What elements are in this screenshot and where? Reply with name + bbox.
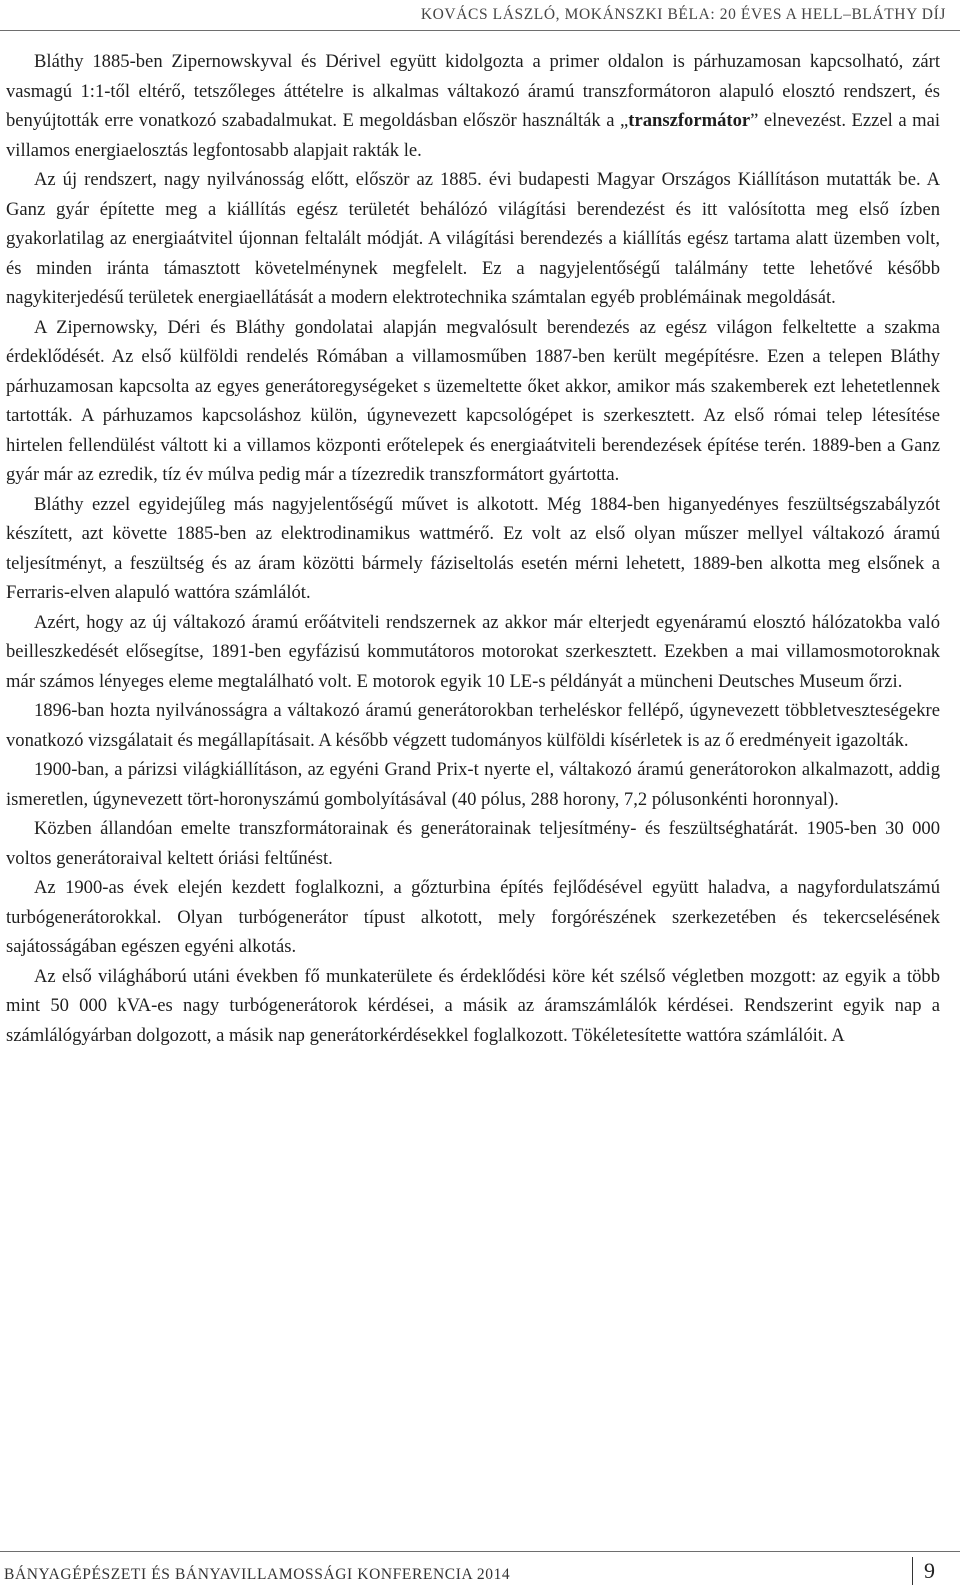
paragraph: Azért, hogy az új váltakozó áramú erőátviteli rendszernek az akkor már elterjedt egyenáramú elosztó hálózatokba való beilleszkedését elősegítse, 1891-ben egyfázisú kommutátoros motorokat szerkesztett. Ezekben a mai villamosmotoroknak már számos lényeges eleme megtalálható volt. E motorok egyik 10 LE-s példányát a müncheni Deutsches Museum őrzi. [6, 611, 940, 692]
footer-conference-title: BÁNYAGÉPÉSZETI ÉS BÁNYAVILLAMOSSÁGI KONFERENCIA 2014 [4, 1566, 511, 1583]
page-number-separator [912, 1557, 913, 1585]
paragraph: Az új rendszert, nagy nyilvánosság előtt, először az 1885. évi budapesti Magyar Országos Kiállításon mutatták be. A Ganz gyár építette meg a kiállítás egész területét behálózó világítási berendezést és itt valósította meg első ízben gyakorlatilag az energiaátvitel újonnan feltalált módját. A világítási berendezés a kiállítás egész tartama alatt üzemben volt, és minden iránta támasztott követelménynek megfelelt. Ez a nagyjelentőségű találmány tette lehetővé később nagykiterjedésű területek energiaellátását a modern elektrotechnika számtalan egyéb problémáinak megoldását. [6, 169, 940, 308]
header-divider [0, 30, 960, 31]
emphasized-term: transzformátor [628, 110, 751, 131]
paragraph: Közben állandóan emelte transzformátorainak és generátorainak teljesítmény- és feszültséghatárát. 1905-ben 30 000 voltos generátoraival keltett óriási feltűnést. [6, 818, 940, 869]
footer-divider [0, 1551, 960, 1552]
paragraph-text: ” elnevezést. Ezzel a mai villamos energiaelosztás legfontosabb alapjait rakták le. [6, 110, 940, 161]
article-body [6, 47, 940, 1050]
paragraph [6, 47, 940, 165]
running-header: KOVÁCS LÁSZLÓ, MOKÁNSZKI BÉLA: 20 ÉVES A HELL–BLÁTHY DÍJ [420, 6, 946, 23]
paragraph: 1896-ban hozta nyilvánosságra a váltakozó áramú generátorokban terheléskor fellépő, úgynevezett többletveszteségekre vonatkozó vizsgálatait és megállapításait. A később végzett tudományos külföldi kísérletek is az ő eredményeit igazolták. [6, 700, 940, 751]
paragraph-text: Bláthy 1885-ben Zipernowskyval és Dérivel együtt kidolgozta a primer oldalon is párhuzamosan kapcsolható, zárt vasmagú 1:1-től eltérő, tetszőleges áttételre is alkalmas váltakozó áramú transzformátoron alapuló elosztó rendszert, és benyújtották erre vonatkozó szabadalmukat. E megoldásban először használták a „ [6, 51, 940, 131]
paragraph: A Zipernowsky, Déri és Bláthy gondolatai alapján megvalósult berendezés az egész világon felkeltette a szakma érdeklődését. Az első külföldi rendelés Rómában a villamosműben 1887-ben került megépítésre. Ezen a telepen Bláthy párhuzamosan kapcsolta az egyes generátoregységeket s üzemeltette őket akkor, amikor más szakemberek ezt lehetetlennek tartották. A párhuzamos kapcsoláshoz külön, úgynevezett kapcsológépet is szerkesztett. Az első római telep létesítése hirtelen fellendülést váltott ki a villamos központi erőtelepek és energiaátviteli berendezések építése terén. 1889-ben a Ganz gyár már az ezredik, tíz év múlva pedig már a tízezredik transzformátort gyártotta. [6, 316, 940, 485]
paragraph: Az 1900-as évek elején kezdett foglalkozni, a gőzturbina építés fejlődésével együtt haladva, a nagyfordulatszámú turbógenerátorokkal. Olyan turbógenerátor típust alkotott, mely forgórészének szerkezetében és tekercselésének sajátosságában egészen egyéni alkotás. [6, 877, 940, 957]
paragraph: 1900-ban, a párizsi világkiállításon, az egyéni Grand Prix-t nyerte el, váltakozó áramú generátorokon alkalmazott, addig ismeretlen, úgynevezett tört-horonyszámú gombolyításával (40 pólus, 288 horony, 7,2 pólusonkénti horonnyal). [6, 759, 940, 810]
paragraph: Bláthy ezzel egyidejűleg más nagyjelentőségű művet is alkotott. Még 1884-ben higanyedényes feszültségszabályzót készített, azt követte 1885-ben az elektrodinamikus wattmérő. Ez volt az első olyan műszer mellyel váltakozó áramú teljesítményt, a feszültség és az áram közötti bármely fáziseltolás esetén mérni lehetett, 1889-ben alkotta meg elsőnek a Ferraris-elven alapuló wattóra számlálót. [6, 493, 940, 603]
page-number: 9 [924, 1558, 935, 1583]
paragraph: Az első világháború utáni években fő munkaterülete és érdeklődési köre két szélső végletben mozgott: az egyik a több mint 50 000 kVA-es nagy turbógenerátorok kérdései, a másik az áramszámlálók kérdései. Rendszerint egyik nap a számlálógyárban dolgozott, a másik nap generátorkérdésekkel foglalkozott. Tökéletesítette wattóra számlálóit. A [6, 965, 940, 1046]
